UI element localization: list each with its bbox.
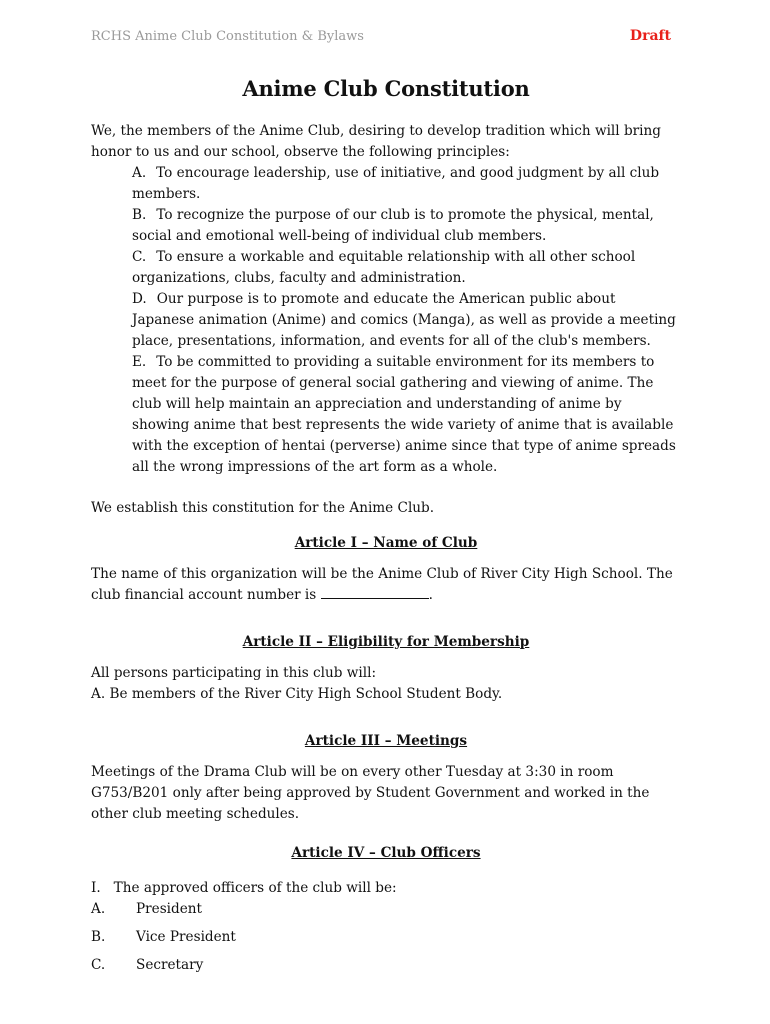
article-1-heading: Article I – Name of Club xyxy=(294,535,478,551)
document-body xyxy=(91,76,681,983)
principle-letter: C. xyxy=(132,249,147,265)
principle-text: To ensure a workable and equitable relationship with all other school organizations, clubs, faculty and administration. xyxy=(132,249,636,286)
article-4-intro-number: I. xyxy=(91,880,101,896)
officer-title: President xyxy=(136,901,202,917)
officer-item xyxy=(91,955,681,976)
principle-letter: E. xyxy=(132,354,147,370)
article-1-text xyxy=(91,564,681,606)
account-number-blank[interactable] xyxy=(321,585,429,599)
article-4-intro xyxy=(91,878,681,899)
officers-list xyxy=(91,899,681,976)
eligibility-letter: A. xyxy=(91,686,106,702)
article-3-text: Meetings of the Drama Club will be on every other Tuesday at 3:30 in room G753/B201 only after being approved by Student Government and worked in the other club meeting schedules. xyxy=(91,764,650,822)
principle-item xyxy=(132,247,681,289)
officer-letter: C. xyxy=(91,957,106,973)
eligibility-text: Be members of the River City High School Student Body. xyxy=(109,686,503,702)
principle-item xyxy=(132,289,681,352)
principle-letter: D. xyxy=(132,291,147,307)
eligibility-list xyxy=(91,684,681,705)
spacer xyxy=(91,478,681,498)
article-2-heading: Article II – Eligibility for Membership xyxy=(242,634,530,650)
running-header xyxy=(91,28,671,44)
officer-title: Vice President xyxy=(136,929,236,945)
preamble: We, the members of the Anime Club, desiring to develop tradition which will bring honor to us and our school, observe the following principles: xyxy=(91,123,661,160)
article-1-end: . xyxy=(428,587,433,603)
principles-list xyxy=(132,163,681,478)
principle-item xyxy=(132,352,681,478)
principle-text: To encourage leadership, use of initiative, and good judgment by all club members. xyxy=(132,165,660,202)
officer-item xyxy=(91,927,681,948)
principle-text: To be committed to providing a suitable environment for its members to meet for the purpose of general social gathering and viewing of anime. The club will help maintain an appreciation and understanding of anime by showing anime that best represents the wide variety of anime that is available with the exception of hentai (perverse) anime since that type of anime spreads all the wrong impressions of the art form as a whole. xyxy=(132,354,676,475)
principle-item xyxy=(132,205,681,247)
principle-item xyxy=(132,163,681,205)
officer-item xyxy=(91,899,681,920)
draft-label: Draft xyxy=(629,28,671,44)
principle-letter: A. xyxy=(132,165,147,181)
article-4-intro-text: The approved officers of the club will be: xyxy=(113,880,397,896)
establish-statement: We establish this constitution for the Anime Club. xyxy=(91,500,435,516)
principle-text: To recognize the purpose of our club is to promote the physical, mental, social and emotional well-being of individual club members. xyxy=(132,207,654,244)
principle-text: Our purpose is to promote and educate the American public about Japanese animation (Anime) and comics (Manga), as well as provide a meeting place, presentations, information, and events for all of the club's members. xyxy=(132,291,676,349)
header-title: RCHS Anime Club Constitution & Bylaws xyxy=(91,29,364,44)
eligibility-item xyxy=(91,684,681,705)
document-title: Anime Club Constitution xyxy=(242,76,530,101)
officer-letter: A. xyxy=(91,901,106,917)
article-3-heading: Article III – Meetings xyxy=(304,733,468,749)
article-1-body: The name of this organization will be the Anime Club of River City High School. The club financial account number is xyxy=(91,566,673,603)
officer-title: Secretary xyxy=(136,957,204,973)
officer-letter: B. xyxy=(91,929,106,945)
principle-letter: B. xyxy=(132,207,147,223)
article-4-heading: Article IV – Club Officers xyxy=(291,845,481,861)
article-2-intro: All persons participating in this club will: xyxy=(91,665,377,681)
